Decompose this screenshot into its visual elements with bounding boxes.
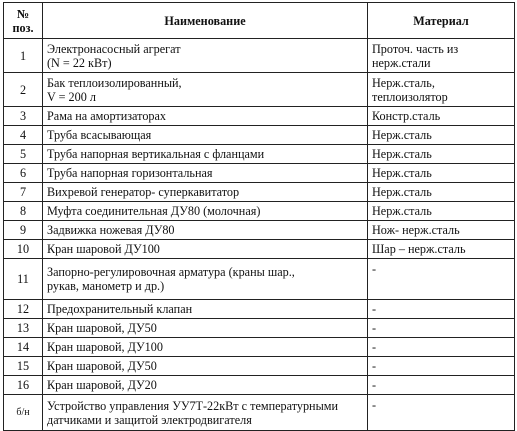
table-row [4,107,515,126]
row-name: Бак теплоизолированный, V = 200 л [43,73,368,107]
row-material: Нерж.сталь, теплоизолятор [368,73,515,107]
row-material: Нерж.сталь [368,202,515,221]
table-row [4,395,515,431]
table-row [4,202,515,221]
row-name: Кран шаровой ДУ100 [43,240,368,259]
row-number: 2 [4,73,43,107]
row-number: 7 [4,183,43,202]
header-position-number [4,3,43,39]
row-material: Нерж.сталь [368,183,515,202]
row-material: Шар – нерж.сталь [368,240,515,259]
row-material: Нож- нерж.сталь [368,221,515,240]
row-material: Констр.сталь [368,107,515,126]
row-material: - [368,319,515,338]
table-row [4,221,515,240]
row-number: 6 [4,164,43,183]
row-name: Рама на амортизаторах [43,107,368,126]
row-number: 9 [4,221,43,240]
table-header-row [4,3,515,39]
row-number: 15 [4,357,43,376]
row-material: - [368,338,515,357]
row-material: Проточ. часть из нерж.стали [368,39,515,73]
table-row [4,357,515,376]
table-row [4,145,515,164]
table-row [4,240,515,259]
row-material: - [368,357,515,376]
row-material: Нерж.сталь [368,145,515,164]
specification-table [3,2,515,431]
row-number: 12 [4,300,43,319]
row-name: Кран шаровой, ДУ20 [43,376,368,395]
row-name: Кран шаровой, ДУ100 [43,338,368,357]
row-material: Нерж.сталь [368,164,515,183]
row-name: Предохранительный клапан [43,300,368,319]
row-name: Труба напорная горизонтальная [43,164,368,183]
table-row [4,126,515,145]
row-name: Кран шаровой, ДУ50 [43,319,368,338]
row-number: 10 [4,240,43,259]
row-name: Электронасосный агрегат (N = 22 кВт) [43,39,368,73]
row-number: 14 [4,338,43,357]
table-row [4,73,515,107]
row-material: - [368,395,515,431]
row-material: - [368,259,515,300]
row-name: Труба напорная вертикальная с фланцами [43,145,368,164]
row-name: Устройство управления УУ7Т-22кВт с температурными датчиками и защитой электродвигателя [43,395,368,431]
row-name: Вихревой генератор- суперкавитатор [43,183,368,202]
table-row [4,300,515,319]
row-number: 11 [4,259,43,300]
header-position-abbr: поз. [12,20,34,35]
row-name: Труба всасывающая [43,126,368,145]
header-name: Наименование [43,3,368,39]
row-number: 3 [4,107,43,126]
row-name: Муфта соединительная ДУ80 (молочная) [43,202,368,221]
table-row [4,39,515,73]
table-row [4,183,515,202]
table-row [4,376,515,395]
row-name: Запорно-регулировочная арматура (краны шар., рукав, манометр и др.) [43,259,368,300]
row-number: 4 [4,126,43,145]
row-material: - [368,376,515,395]
row-number: 1 [4,39,43,73]
row-material: - [368,300,515,319]
row-material: Нерж.сталь [368,126,515,145]
row-number: б/н [4,395,43,431]
row-number: 16 [4,376,43,395]
table-row [4,259,515,300]
row-name: Задвижка ножевая ДУ80 [43,221,368,240]
table-row [4,164,515,183]
header-material: Материал [368,3,515,39]
row-number: 5 [4,145,43,164]
row-name: Кран шаровой, ДУ50 [43,357,368,376]
row-number: 8 [4,202,43,221]
table-row [4,338,515,357]
table-row [4,319,515,338]
header-number-sign: № [16,6,30,21]
row-number: 13 [4,319,43,338]
